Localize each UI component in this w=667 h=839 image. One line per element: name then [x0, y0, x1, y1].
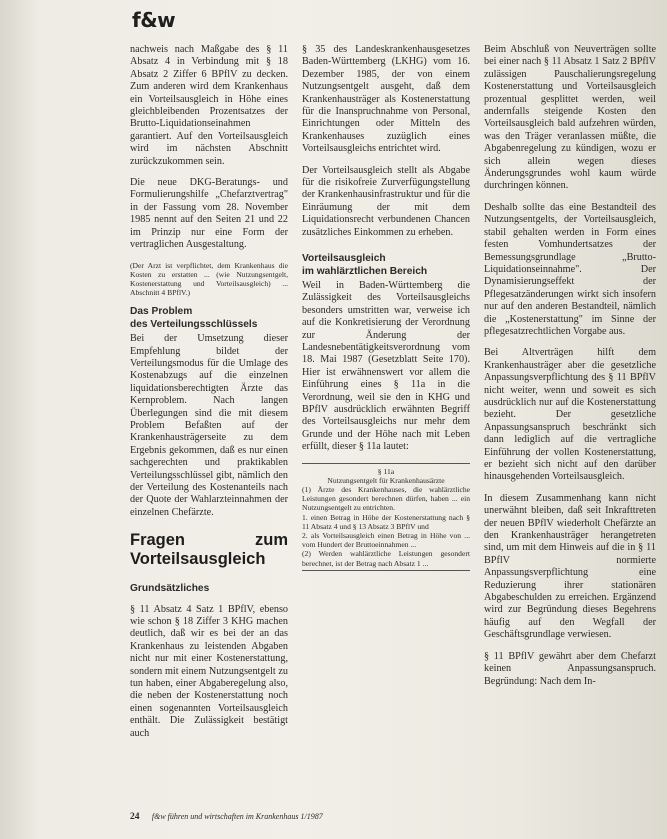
heading-line: Das Problem: [130, 306, 193, 318]
column-1: [130, 44, 288, 749]
paragraph: Weil in Baden-Württemberg die Zulässigkeit des Vorteilsausgleichs besonders umstritten war, verweise ich auf die Konkretisierung der Verordnung zur Änderung der Landesnebentätigkeitsverordnung vom 18. Mai 1987 (Gesetzblatt Seite 170). Hier ist erwähnenswert vor allem die Einführung eines § 11a in die Verordnung, weil sie den in KHG und BPflV ausdrücklich erwähnten Begriff des Vorteilsausgleichs nur mehr dem Grunde und der Höhe nach mit Leben erfüllt, dieser § 11a lautet:: [302, 279, 470, 453]
quoted-regulation: [302, 463, 470, 571]
regulation-text: (1) Ärzte des Krankenhauses, die wahlärztliche Leistungen gesondert berechnen dürfen, haben ... ein Nutzungsentgelt zu entrichten.: [302, 485, 470, 513]
section-heading: [302, 253, 470, 278]
article-heading: Fragen zum Vorteilsausgleich: [130, 531, 288, 569]
footnote: (Der Arzt ist verpflichtet, dem Krankenhaus die Kosten zu erstatten ... (wie Nutzungsentgelt, Kostenerstattung und Vorteilsausgleich) ... Abschnitt 4 BPflV.): [130, 260, 288, 298]
source-line: f&w führen und wirtschaften im Krankenhaus 1/1987: [151, 812, 323, 821]
regulation-text: (2) Werden wahlärztliche Leistungen gesondert berechnet, ist der Betrag nach Absatz 1 ...: [302, 549, 470, 568]
heading-line: des Verteilungsschlüssels: [130, 318, 258, 330]
paragraph: § 11 Absatz 4 Satz 1 BPflV, ebenso wie schon § 18 Ziffer 3 KHG machen deutlich, daß wir es bei der an das Krankenhaus zu leistenden Abgaben nicht nur mit einer Kostenerstattung, sondern mit einem Nutzungsentgelt zu tun haben, einer Abgaberegelung also, die neben der Kostenerstattung noch einen sogenannten Vorteilsausgleich enthält. Die Zulässigkeit bestätigt auch: [130, 603, 288, 739]
page-number: 24: [130, 812, 140, 822]
journal-logo: f&w: [132, 8, 176, 32]
paragraph: In diesem Zusammenhang kann nicht unerwähnt bleiben, daß seit Inkrafttreten der neuen BPflV wiederholt Chefärzte an den Krankenhausträger herangetreten sind, um mit dem Hinweis auf die in § 11 BPflV normierte Anpassungsverpflichtung eine Reduzierung ihrer stationären Abgabeschulden zu erreichen. Ergänzend wird zur Begründung dieses Begehrens häufig auf den Wegfall der Geschäftsgrundlage verwiesen.: [484, 492, 656, 641]
page-footer: [130, 812, 323, 822]
heading-line: Vorteilsausgleich: [302, 253, 386, 265]
paragraph: Deshalb sollte das eine Bestandteil des Nutzungsentgelts, der Vorteilsausgleich, stabil gehalten werden in Form eines festen Vomhundertsatzes der Bemessungsgrundlage „Brutto-Liquidationseinnahme". Der Dynamisierungseffekt der Pflegesatzänderungen wirkt sich insofern nur auf den anderen Bestandteil, nämlich die „Kostenerstattung" im Sinne der pflegesatzrechtlichen Vorgabe aus.: [484, 201, 656, 337]
section-heading: [130, 306, 288, 331]
regulation-title: Nutzungsentgelt für Krankenhausärzte: [327, 475, 445, 485]
regulation-number: § 11a: [377, 466, 395, 476]
paragraph: Beim Abschluß von Neuverträgen sollte bei einer nach § 11 Absatz 1 Satz 2 BPflV zulässigen Pauschalierungsregelung Kostenerstattung und Vorteilsausgleich prozentual gesplittet werden, weil andernfalls steigende Kosten den Vorteilsausgleich bald aufzehren würden, was den Träger veranlassen müßte, die Abgabenregelung zu kündigen, wozu er sich allein wegen dieses Änderungsgrundes wohl kaum würde durchringen können.: [484, 44, 656, 192]
paragraph: Bei der Umsetzung dieser Empfehlung bildet der Verteilungsmodus für die Umlage des Kostenabzugs auf die einzelnen liquidationsberechtigten Ärzte das Kernproblem. Nach langen Überlegungen sind die mit diesem Problem Befaßten auf der Krankenhausträgerseite zu dem Ergebnis gekommen, daß es nur einen sachgerechten und praktikablen Verteilungsschlüssel gibt, nämlich den der Verteilung des Kostenanteils nach der Quote der Wahlarzteinnahmen der einzelnen Chefärzte.: [130, 333, 288, 518]
heading-line: im wahlärztlichen Bereich: [302, 265, 428, 277]
column-2: [302, 44, 470, 571]
paragraph: nachweis nach Maßgabe des § 11 Absatz 4 in Verbindung mit § 18 Absatz 2 Ziffer 6 BPflV zu decken. Zum anderen wird dem Krankenhaus ein Vorteilsausgleich in Höhe eines gleichbleibenden Prozentsatzes der Brutto-Liquidationseinahmen garantiert. Auf den Vorteilsausgleich wird im nächsten Abschnitt zurückzukommen sein.: [130, 44, 288, 167]
paragraph: § 35 des Landeskrankenhausgesetzes Baden-Württemberg (LKHG) vom 16. Dezember 1985, der von einem Nutzungsentgelt ausgeht, daß dem Krankenhausträger als Kostenerstattung für die Inanspruchnahme von Personal, Einrichtungen oder Mitteln des Krankenhauses zuzüglich eines Vorteilsausgleichs entrichtet wird.: [302, 44, 470, 155]
regulation-text: 2. als Vorteilsausgleich einen Betrag in Höhe von ... vom Hundert der Bruttoeinnahmen ...: [302, 531, 470, 550]
subsection-heading: Grundsätzliches: [130, 583, 210, 595]
paragraph: Bei Altverträgen hilft dem Krankenhausträger aber die gesetzliche Anpassungsverpflichtung des § 11 BPflV nicht weiter, wenn und soweit es sich ausdrücklich nur auf die Kostenerstattung bezieht. Der gesetzliche Anpassungsanspruch beschränkt sich dann lediglich auf die vertragliche Einführung der vollen Kostenerstattung, er bezieht sich nicht auf den darüber hinausgehenden Vorteilsausgleich.: [484, 347, 656, 483]
paragraph: Die neue DKG-Beratungs- und Formulierungshilfe „Chefarztvertrag" in der Fassung vom 28. November 1985 nennt auf den Seiten 21 und 22 im Prinzip nur eine Form der vertraglichen Ausgestaltung.: [130, 177, 288, 251]
paragraph: § 11 BPflV gewährt aber dem Chefarzt keinen Anpassungsanspruch. Begründung: Nach dem In-: [484, 650, 656, 687]
regulation-text: 1. einen Betrag in Höhe der Kostenerstattung nach § 11 Absatz 4 und § 13 Absatz 3 BPflV und: [302, 512, 470, 531]
paragraph: Der Vorteilsausgleich stellt als Abgabe für die risikofreie Zurverfügungstellung der Krankenhausinfrastruktur und für die Einräumung der mit dem Liquidationsrecht verbundenen Chancen zusätzliches Einkommen zu erheben.: [302, 164, 470, 238]
column-3: [484, 44, 656, 697]
